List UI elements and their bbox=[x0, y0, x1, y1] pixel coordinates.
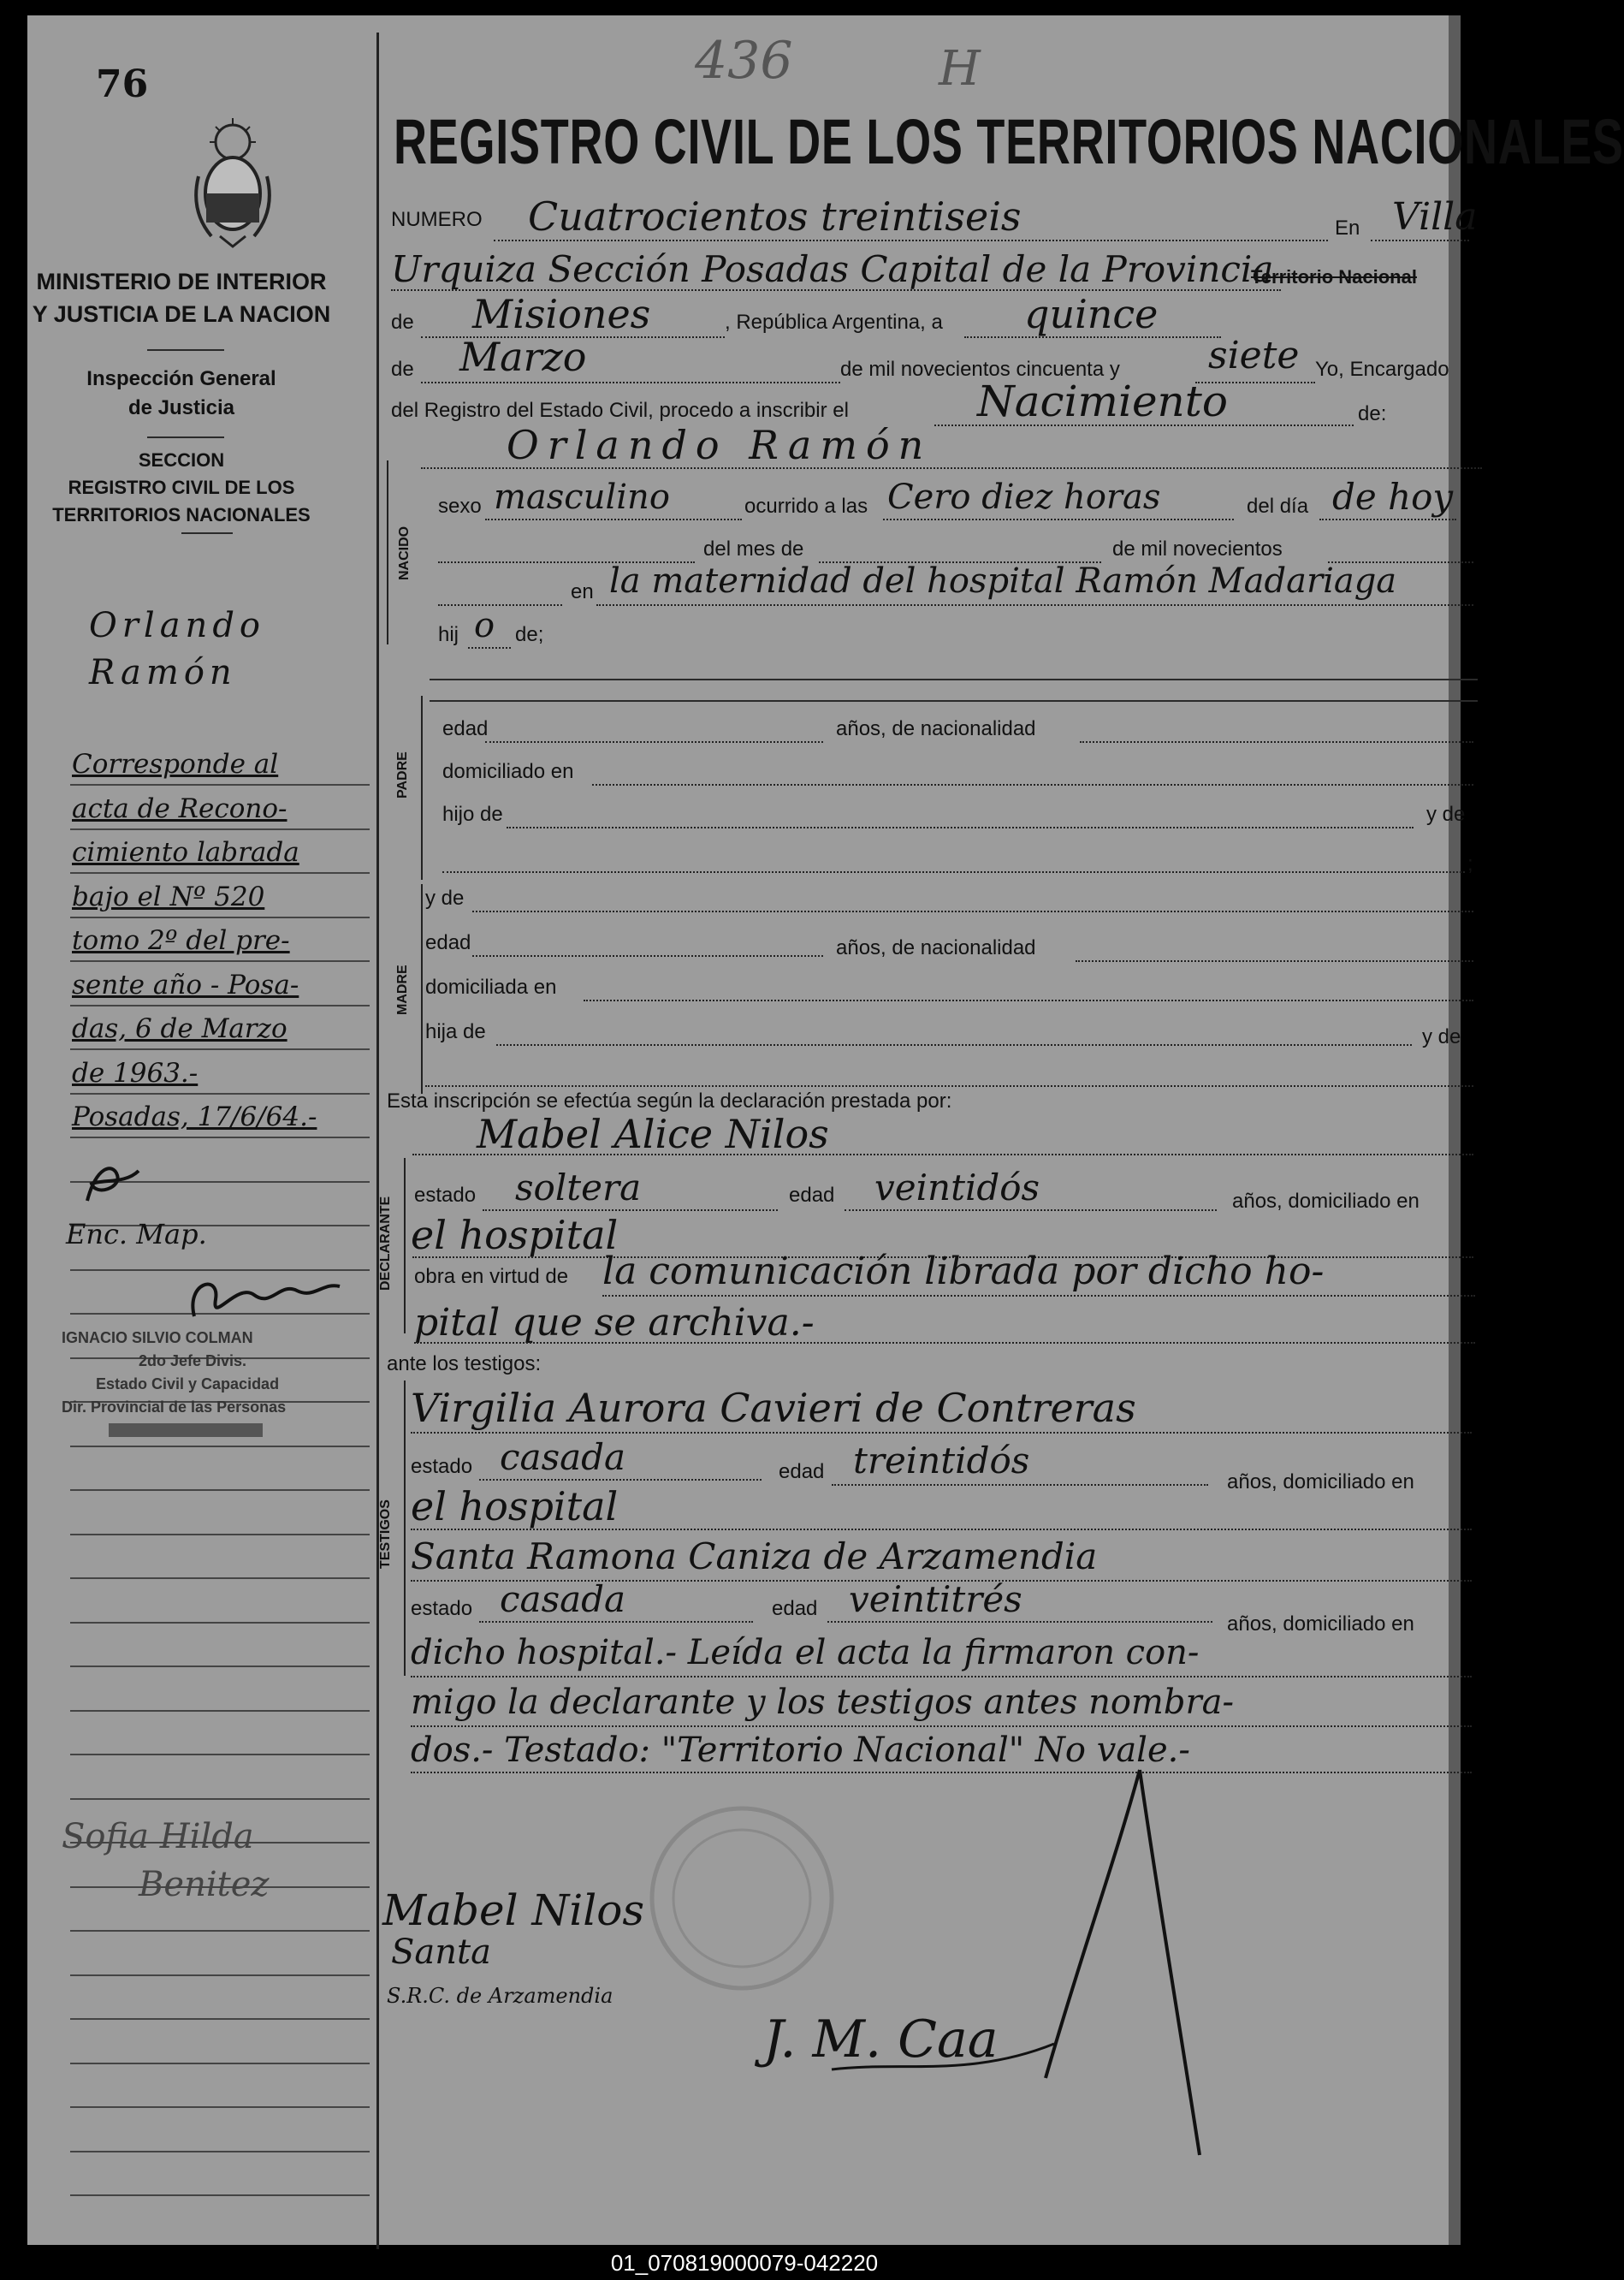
numero-label: NUMERO bbox=[391, 208, 483, 231]
nacido-bracket bbox=[387, 460, 388, 644]
coat-of-arms-icon bbox=[186, 116, 280, 253]
margin-rule bbox=[70, 1754, 370, 1755]
testigo1-edad-line bbox=[832, 1484, 1208, 1486]
margin-rule bbox=[70, 1446, 370, 1447]
madre-extra-line bbox=[425, 1085, 1473, 1087]
ocurrido-label: ocurrido a las bbox=[744, 495, 868, 518]
separator bbox=[430, 679, 1478, 680]
dia-line bbox=[1319, 519, 1456, 520]
nacido-name: Orlando Ramón bbox=[507, 422, 933, 468]
padre-hijo-line bbox=[507, 827, 1414, 828]
margin-rule bbox=[70, 2018, 370, 2020]
testigo1-name-line bbox=[411, 1432, 1472, 1434]
year-value: siete bbox=[1208, 334, 1300, 377]
yo-label: Yo, Encargado bbox=[1315, 358, 1449, 381]
initials-mark bbox=[79, 1158, 147, 1209]
hora-value: Cero diez horas bbox=[887, 478, 1161, 517]
testigo1-estado: casada bbox=[500, 1436, 626, 1478]
padre-edad-line bbox=[485, 741, 823, 743]
obra-value-2: pital que se archiva.- bbox=[414, 1301, 815, 1345]
testigo2-estado-label: estado bbox=[411, 1597, 473, 1620]
margin-rule bbox=[70, 2151, 370, 2152]
declarante-intro: Esta inscripción se efectúa según la declaración prestada por: bbox=[387, 1090, 952, 1113]
obra-label: obra en virtud de bbox=[414, 1265, 569, 1288]
republica-label: , República Argentina, a bbox=[725, 311, 943, 334]
closing-line-1-rule bbox=[411, 1725, 1472, 1727]
testigo2-name: Santa Ramona Caniza de Arzamendia bbox=[411, 1535, 1098, 1577]
sexo-line bbox=[485, 519, 742, 520]
de-label: de bbox=[391, 311, 414, 334]
padre-label: PADRE bbox=[395, 751, 410, 799]
madre-hija-line bbox=[496, 1044, 1412, 1046]
lugar-line bbox=[596, 604, 1473, 606]
en-value: Villa bbox=[1392, 195, 1478, 239]
margin-rule bbox=[70, 1665, 370, 1667]
margin-rule bbox=[70, 2106, 370, 2108]
page-title: REGISTRO CIVIL DE LOS TERRITORIOS NACIONALES bbox=[394, 106, 1624, 177]
mil-label: de mil novecientos cincuenta y bbox=[840, 358, 1120, 381]
madre-yde-label: y de bbox=[425, 887, 465, 910]
obra-line-2 bbox=[414, 1342, 1475, 1344]
hij-label: hij bbox=[438, 623, 459, 646]
registro-label: del Registro del Estado Civil, procedo a inscribir el bbox=[391, 399, 849, 422]
signature-witness-2: S.R.C. de Arzamendia bbox=[387, 1984, 613, 2008]
dia-label: del día bbox=[1247, 495, 1309, 518]
testigo2-edad-line bbox=[827, 1621, 1212, 1623]
de-value: Misiones bbox=[472, 291, 651, 337]
declarante-estado: soltera bbox=[515, 1167, 642, 1208]
madre-edad-label: edad bbox=[425, 931, 471, 954]
padre-nac-line bbox=[1080, 741, 1473, 743]
de-colon-label: de: bbox=[1358, 402, 1387, 425]
month-value: Marzo bbox=[459, 334, 587, 380]
officer-flourish bbox=[797, 1761, 1242, 2189]
nacido-label: NACIDO bbox=[397, 525, 412, 580]
declarante-edad-line bbox=[845, 1209, 1217, 1211]
inspection-name: Inspección General de Justicia bbox=[86, 367, 276, 419]
signature-witness-1: Santa bbox=[391, 1933, 491, 1972]
margin-annotation: Corresponde al acta de Recono- cimiento labrada bajo el Nº 520 tomo 2º del pre- sente año - Posa- das, 6 de Marzo de 1963.- Posadas, 17/6/64.- bbox=[72, 749, 317, 1132]
sexo-label: sexo bbox=[438, 495, 482, 518]
divider bbox=[147, 436, 224, 438]
declarante-name: Mabel Alice Nilos bbox=[477, 1111, 829, 1157]
page-number: 76 bbox=[96, 62, 149, 106]
margin-name-line-2: Ramón bbox=[89, 653, 237, 692]
testigos-intro: ante los testigos: bbox=[387, 1352, 542, 1375]
margin-rule bbox=[70, 1534, 370, 1535]
testigo2-anos-label: años, domiciliado en bbox=[1227, 1612, 1414, 1636]
madre-edad-line bbox=[472, 955, 823, 957]
testigo2-edad-label: edad bbox=[772, 1597, 818, 1620]
lugar-value: la maternidad del hospital Ramón Madariaga bbox=[609, 561, 1397, 601]
margin-rule bbox=[70, 1710, 370, 1712]
declarante-label: DECLARANTE bbox=[378, 1196, 393, 1291]
madre-domic-line bbox=[584, 1000, 1473, 1001]
declarante-edad-label: edad bbox=[789, 1184, 835, 1207]
margin-rule bbox=[70, 1974, 370, 1976]
padre-bracket bbox=[421, 696, 423, 880]
witness-margin-note: Sofia Hilda Benitez bbox=[62, 1817, 270, 1904]
madre-nac-line bbox=[1076, 960, 1473, 962]
signature-officer: J. M. Caa bbox=[763, 2010, 999, 2069]
madre-yde2-label: y de bbox=[1422, 1025, 1461, 1048]
padre-domic-label: domiciliado en bbox=[442, 760, 574, 783]
hij-de-label: de; bbox=[515, 623, 544, 646]
column-divider bbox=[376, 33, 379, 2249]
en-label: En bbox=[1335, 217, 1360, 240]
testigo1-edad: treintidós bbox=[853, 1440, 1030, 1481]
numero-value: Cuatrocientos treintiseis bbox=[528, 193, 1022, 240]
testigo1-domicilio: el hospital bbox=[411, 1483, 619, 1529]
testigo2-edad: veintitrés bbox=[849, 1578, 1022, 1620]
madre-domic-label: domiciliada en bbox=[425, 976, 557, 999]
official-stamp: IGNACIO SILVIO COLMAN 2do Jefe Divis. Estado Civil y Capacidad Dir. Provincial de las Personas bbox=[62, 1329, 287, 1416]
declarante-name-line bbox=[412, 1154, 1473, 1155]
declarante-estado-line bbox=[483, 1209, 778, 1211]
testigo1-estado-label: estado bbox=[411, 1455, 473, 1478]
act-value: Nacimiento bbox=[977, 377, 1228, 426]
divider bbox=[181, 532, 233, 534]
mes-label: del mes de bbox=[703, 537, 804, 561]
margin-rule bbox=[70, 2194, 370, 2196]
mil-novecientos-label: de mil novecientos bbox=[1112, 537, 1283, 561]
en-line bbox=[1371, 240, 1469, 241]
padre-semicolon: ; bbox=[1467, 852, 1473, 876]
padre-hijo-label: hijo de bbox=[442, 803, 503, 826]
declarante-bracket bbox=[404, 1158, 406, 1333]
testigo2-estado-line bbox=[479, 1621, 753, 1623]
obra-value: la comunicación librada por dicho ho- bbox=[602, 1250, 1325, 1293]
padre-domic-line bbox=[592, 784, 1473, 786]
image-id-footer: 01_070819000079-042220 bbox=[610, 2250, 879, 2276]
madre-bracket bbox=[421, 884, 423, 1094]
padre-yde-label: y de bbox=[1426, 803, 1466, 826]
folio-mark: H bbox=[939, 41, 981, 97]
declarante-estado-label: estado bbox=[414, 1184, 477, 1207]
madre-anos-label: años, de nacionalidad bbox=[836, 936, 1036, 959]
hora-line bbox=[883, 519, 1234, 520]
obra-line bbox=[602, 1295, 1475, 1297]
madre-hija-label: hija de bbox=[425, 1020, 486, 1043]
declarante-anos-label: años, domiciliado en bbox=[1232, 1190, 1420, 1213]
numero-line bbox=[494, 240, 1328, 241]
padre-extra-line bbox=[442, 871, 1465, 873]
signature-declarante: Mabel Nilos bbox=[382, 1885, 644, 1935]
de2-label: de bbox=[391, 358, 414, 381]
folio-number: 436 bbox=[695, 31, 793, 91]
margin-rule bbox=[70, 1798, 370, 1800]
margin-rule bbox=[70, 1489, 370, 1491]
enc-note: Enc. Map. bbox=[66, 1218, 207, 1250]
padre-edad-label: edad bbox=[442, 717, 489, 740]
testigo2-domicilio: dicho hospital.- Leída el acta la firmaron con- bbox=[411, 1633, 1200, 1672]
month-line bbox=[421, 382, 840, 383]
madre-yde-line bbox=[472, 911, 1473, 912]
stamp-bar bbox=[109, 1423, 263, 1437]
margin-rule bbox=[70, 2063, 370, 2064]
nacido-name-line bbox=[421, 467, 1482, 469]
padre-anos-label: años, de nacionalidad bbox=[836, 717, 1036, 740]
margin-name-line-1: Orlando bbox=[89, 606, 266, 645]
hij-value: o bbox=[474, 606, 495, 645]
madre-label: MADRE bbox=[395, 965, 410, 1015]
officer-signature bbox=[177, 1265, 348, 1333]
testigo1-domic-line bbox=[411, 1529, 1472, 1530]
testigos-bracket bbox=[404, 1380, 406, 1676]
testigo2-estado: casada bbox=[500, 1578, 626, 1620]
section-name: SECCION REGISTRO CIVIL DE LOS TERRITORIOS NACIONALES bbox=[52, 449, 311, 525]
margin-rule bbox=[70, 1930, 370, 1932]
closing-line-1: migo la declarante y los testigos antes nombra- bbox=[411, 1683, 1234, 1722]
separator bbox=[430, 700, 1478, 702]
testigo1-estado-line bbox=[479, 1479, 762, 1481]
en-pre-line bbox=[438, 604, 562, 606]
closing-line-2: dos.- Testado: "Territorio Nacional" No vale.- bbox=[411, 1731, 1190, 1770]
margin-rule bbox=[70, 1577, 370, 1579]
testigo1-name: Virgilia Aurora Cavieri de Contreras bbox=[411, 1385, 1136, 1431]
declarante-edad: veintidós bbox=[874, 1167, 1040, 1208]
dia-value: de hoy bbox=[1332, 476, 1454, 518]
margin-rule bbox=[70, 1622, 370, 1624]
hij-line bbox=[468, 647, 511, 649]
place-value: Urquiza Sección Posadas Capital de la Provincia bbox=[391, 248, 1274, 290]
declarante-domicilio: el hospital bbox=[411, 1212, 619, 1258]
sexo-value: masculino bbox=[494, 478, 670, 517]
day-value: quince bbox=[1024, 291, 1159, 337]
testigo2-domic-line bbox=[411, 1676, 1472, 1677]
ministry-name: MINISTERIO DE INTERIOR Y JUSTICIA DE LA NACION bbox=[32, 269, 331, 327]
testigo1-anos-label: años, domiciliado en bbox=[1227, 1470, 1414, 1493]
testigo1-edad-label: edad bbox=[779, 1460, 825, 1483]
document-page bbox=[27, 15, 1624, 2245]
lugar-en-label: en bbox=[571, 580, 594, 603]
testigos-label: TESTIGOS bbox=[378, 1499, 393, 1569]
territorio-struck: Territorio Nacional bbox=[1251, 266, 1417, 288]
divider bbox=[147, 349, 224, 351]
